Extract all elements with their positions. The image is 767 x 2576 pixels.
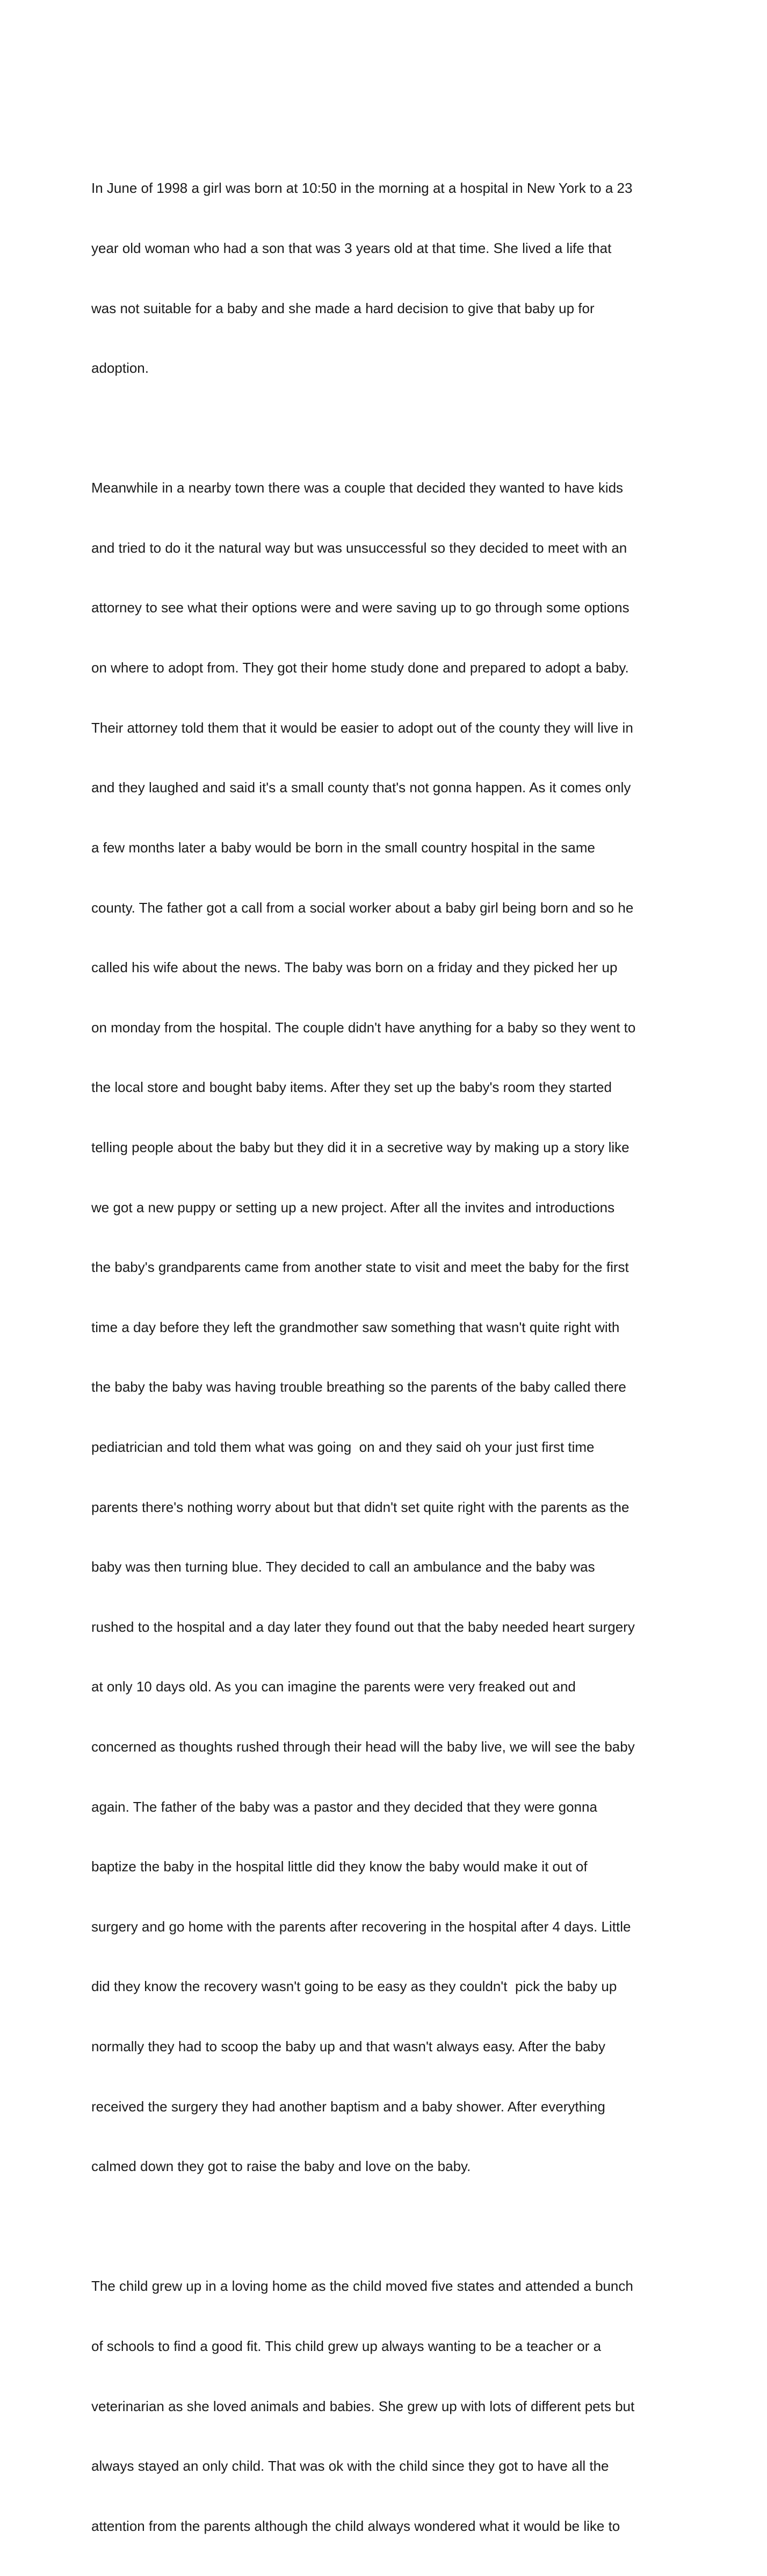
text-line: on monday from the hospital. The couple didn't have anything for a baby so they went to — [91, 1019, 636, 1036]
text-line: year old woman who had a son that was 3 years old at that time. She lived a life that — [91, 240, 612, 257]
text-line: In June of 1998 a girl was born at 10:50 in the morning at a hospital in New York to a 23 — [91, 180, 633, 197]
text-line: veterinarian as she loved animals and babies. She grew up with lots of different pets but — [91, 2398, 635, 2414]
text-line: parents there's nothing worry about but that didn't set quite right with the parents as the — [91, 1499, 629, 1515]
paragraph-2 — [91, 438, 688, 2217]
text-line: always stayed an only child. That was ok with the child since they got to have all the — [91, 2458, 609, 2474]
text-line: did they know the recovery wasn't going to be easy as they couldn't pick the baby up — [91, 1978, 617, 1995]
text-line: again. The father of the baby was a pastor and they decided that they were gonna — [91, 1798, 597, 1815]
text-line: county. The father got a call from a social worker about a baby girl being born and so he — [91, 899, 634, 916]
text-line: baptize the baby in the hospital little did they know the baby would make it out of — [91, 1858, 588, 1875]
text-line: and tried to do it the natural way but was unsuccessful so they decided to meet with an — [91, 539, 627, 556]
text-line: pediatrician and told them what was going on and they said oh your just first time — [91, 1439, 595, 1455]
text-line: was not suitable for a baby and she made a hard decision to give that baby up for — [91, 300, 595, 316]
text-line: attorney to see what their options were and were saving up to go through some options — [91, 599, 629, 616]
text-line: of schools to find a good fit. This child grew up always wanting to be a teacher or a — [91, 2338, 602, 2354]
text-line: the baby the baby was having trouble breathing so the parents of the baby called there — [91, 1379, 626, 1395]
text-line: surgery and go home with the parents after recovering in the hospital after 4 days. Little — [91, 1918, 631, 1935]
text-line: adoption. — [91, 360, 149, 377]
text-line: concerned as thoughts rushed through their head will the baby live, we will see the baby — [91, 1739, 635, 1755]
text-line: called his wife about the news. The baby was born on a friday and they picked her up — [91, 959, 618, 976]
text-line: time a day before they left the grandmother saw something that wasn't quite right with — [91, 1319, 620, 1335]
text-line: a few months later a baby would be born in the small country hospital in the same — [91, 839, 595, 856]
text-line: Their attorney told them that it would be easier to adopt out of the county they will live in — [91, 719, 633, 736]
paragraph-3 — [91, 2237, 688, 2576]
text-line: we got a new puppy or setting up a new project. After all the invites and introductions — [91, 1199, 615, 1215]
paragraph-1 — [91, 139, 688, 418]
text-line: calmed down they got to raise the baby and love on the baby. — [91, 2158, 471, 2175]
text-line: telling people about the baby but they did it in a secretive way by making up a story like — [91, 1139, 629, 1155]
text-line: and they laughed and said it's a small county that's not gonna happen. As it comes only — [91, 779, 631, 796]
text-line: rushed to the hospital and a day later they found out that the baby needed heart surgery — [91, 1618, 635, 1635]
text-line: received the surgery they had another baptism and a baby shower. After everything — [91, 2098, 605, 2115]
text-line: on where to adopt from. They got their home study done and prepared to adopt a baby. — [91, 660, 629, 676]
text-line: at only 10 days old. As you can imagine the parents were very freaked out and — [91, 1678, 576, 1695]
document-body — [91, 139, 688, 2576]
text-line: baby was then turning blue. They decided to call an ambulance and the baby was — [91, 1559, 595, 1575]
text-line: the baby's grandparents came from another state to visit and meet the baby for the first — [91, 1259, 629, 1276]
text-line: attention from the parents although the child always wondered what it would be like to — [91, 2517, 620, 2534]
text-line: The child grew up in a loving home as the child moved five states and attended a bunch — [91, 2278, 633, 2295]
text-line: the local store and bought baby items. After they set up the baby's room they started — [91, 1079, 612, 1096]
text-line: Meanwhile in a nearby town there was a couple that decided they wanted to have kids — [91, 480, 624, 496]
text-line: normally they had to scoop the baby up and that wasn't always easy. After the baby — [91, 2038, 605, 2055]
